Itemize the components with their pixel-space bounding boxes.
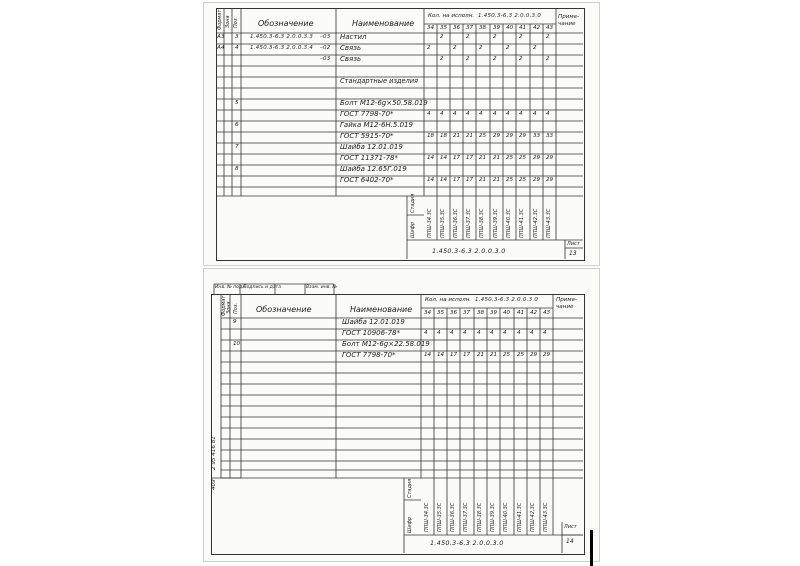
row-name: Болт М12-6g×22.58.019 xyxy=(342,340,430,348)
column-header: 42 xyxy=(533,25,541,31)
sheet-13-header-kol: Кол. на исполн. xyxy=(428,13,475,19)
sheet-13-doc-number: 1.450.3-6.3 2.0.0.3.0 xyxy=(432,247,506,255)
row-name: Шайба 12.01.019 xyxy=(342,318,405,326)
row-position: 6 xyxy=(235,122,239,128)
shifr-code: ППШ-41.3С xyxy=(519,208,525,238)
row-qty: 2 xyxy=(453,45,457,51)
shifr-code: ППШ-37.3С xyxy=(466,208,472,238)
row-qty: 25 xyxy=(519,155,527,161)
sheet-14-stamp-inv: Инв. № подл. xyxy=(215,285,247,290)
row-qty: 25 xyxy=(519,177,527,183)
row-qty: 4 xyxy=(450,330,454,336)
row-qty: 4 xyxy=(466,111,470,117)
row-qty: 21 xyxy=(453,133,461,139)
column-header: 38 xyxy=(477,310,485,316)
row-qty: 14 xyxy=(440,177,448,183)
sheet-14-header-naimenovanie: Наименование xyxy=(350,305,413,314)
row-oboznachenie: 1.450.3-6.3 2.0.0.3.4 xyxy=(250,45,314,51)
shifr-code: ППШ-34.3С xyxy=(427,208,433,238)
row-name: ГОСТ 11371-78* xyxy=(340,154,398,162)
sheet-13-header-format: Формат xyxy=(217,9,223,30)
row-qty: 4 xyxy=(530,330,534,336)
row-qty: 4 xyxy=(479,111,483,117)
row-qty: 4 xyxy=(533,111,537,117)
row-qty: 17 xyxy=(466,155,474,161)
row-position: 8 xyxy=(235,166,239,172)
sheet-13-header-prim: Приме-чание xyxy=(558,14,580,28)
row-qty: 4 xyxy=(424,330,428,336)
row-qty: 14 xyxy=(427,177,435,183)
row-name: Связь xyxy=(340,55,362,63)
row-qty: 17 xyxy=(450,352,458,358)
shifr-code: ППШ-39.3С xyxy=(490,502,496,532)
row-name: Стандартные изделия xyxy=(340,77,418,85)
column-header: 37 xyxy=(466,25,474,31)
shifr-code: ППШ-42.3С xyxy=(533,208,539,238)
sheet-13-header-kol-ref: 1.450.3-6.3 2.0.0.3.0 xyxy=(478,13,542,19)
scan-edge-right xyxy=(590,530,593,566)
row-qty: 4 xyxy=(517,330,521,336)
row-qty: 4 xyxy=(519,111,523,117)
sheet-14-header-oboznachenie: Обозначение xyxy=(256,305,312,314)
column-header: 43 xyxy=(543,310,551,316)
shifr-code: ППШ-43.3С xyxy=(543,502,549,532)
row-qty: 17 xyxy=(466,177,474,183)
sheet-13-list-number: 13 xyxy=(569,250,577,257)
row-qty: 2 xyxy=(479,45,483,51)
row-position: 5 xyxy=(235,100,239,106)
shifr-code: ППШ-40.3С xyxy=(503,502,509,532)
sheet-13-header-oboznachenie: Обозначение xyxy=(258,19,314,28)
shifr-code: ППШ-34.3С xyxy=(424,502,430,532)
row-qty: 18 xyxy=(427,133,435,139)
row-name: ГОСТ 7798-70* xyxy=(340,110,394,118)
shifr-code: ППШ-35.3С xyxy=(440,208,446,238)
row-name: Настил xyxy=(340,33,367,41)
row-qty: 4 xyxy=(437,330,441,336)
row-qty: 25 xyxy=(506,155,514,161)
row-qty: 2 xyxy=(506,45,510,51)
row-qty: 21 xyxy=(479,155,487,161)
shifr-code: ППШ-38.3С xyxy=(479,208,485,238)
row-qty: 29 xyxy=(546,177,554,183)
row-name: Болт М12-6g×50.58.019 xyxy=(340,99,428,107)
sheet-14-list-number: 14 xyxy=(566,538,574,545)
sheet-14-header-zone: Зона xyxy=(226,301,232,314)
row-qty: 2 xyxy=(440,34,444,40)
row-qty: 29 xyxy=(519,133,527,139)
row-qty: 2 xyxy=(493,34,497,40)
row-qty: 25 xyxy=(479,133,487,139)
row-qty: 2 xyxy=(533,45,537,51)
row-name: Шайба 12.65Г.019 xyxy=(340,165,407,173)
sheet-14-stamp-vzam: Взам. инв. № xyxy=(306,285,338,290)
sheet-14-stamp-podpis: Подпись и дата xyxy=(243,285,282,290)
row-qty: 4 xyxy=(506,111,510,117)
shifr-code: ППШ-43.3С xyxy=(546,208,552,238)
row-qty: 29 xyxy=(543,352,551,358)
row-qty: 4 xyxy=(477,330,481,336)
row-qty: 21 xyxy=(477,352,485,358)
sheet-14-list-label: Лист xyxy=(564,524,577,530)
shifr-code: ППШ-37.3С xyxy=(463,502,469,532)
row-qty: 4 xyxy=(490,330,494,336)
row-qty: 29 xyxy=(546,155,554,161)
column-header: 36 xyxy=(450,310,458,316)
row-position: 9 xyxy=(233,319,237,325)
row-qty: 21 xyxy=(493,177,501,183)
shifr-code: ППШ-36.3С xyxy=(453,208,459,238)
row-qty: 14 xyxy=(437,352,445,358)
row-format: А4 xyxy=(217,45,225,51)
row-qty: 2 xyxy=(493,56,497,62)
row-position: 7 xyxy=(235,144,239,150)
sheet-13-shifr-label: Шифр xyxy=(410,221,416,238)
column-header: 40 xyxy=(503,310,511,316)
row-qty: 4 xyxy=(546,111,550,117)
column-header: 38 xyxy=(479,25,487,31)
row-position: 10 xyxy=(233,341,241,347)
shifr-code: ППШ-42.3С xyxy=(530,502,536,532)
sheet-13-header-pos: Поз. xyxy=(233,16,239,28)
sheet-14-header-kol-ref: 1.450.3-6.3 2.0.0.3.0 xyxy=(475,297,539,303)
sheet-14-header-prim: Приме-чание xyxy=(556,297,578,311)
column-header: 41 xyxy=(519,25,527,31)
row-qty: 17 xyxy=(453,177,461,183)
row-code: –03 xyxy=(320,34,331,40)
row-qty: 25 xyxy=(503,352,511,358)
column-header: 43 xyxy=(546,25,554,31)
column-header: 42 xyxy=(530,310,538,316)
sheet-14-doc-number: 1.450.3-6.3 2.0.0.3.0 xyxy=(430,539,504,547)
row-qty: 21 xyxy=(493,155,501,161)
row-qty: 14 xyxy=(440,155,448,161)
row-qty: 4 xyxy=(503,330,507,336)
column-header: 40 xyxy=(506,25,514,31)
row-qty: 4 xyxy=(493,111,497,117)
row-qty: 2 xyxy=(427,45,431,51)
sheet-13-stadia-label: Стадия xyxy=(410,193,416,213)
row-name: ГОСТ 10906-78* xyxy=(342,329,400,337)
sheet-13-header-naimenovanie: Наименование xyxy=(352,19,415,28)
row-qty: 4 xyxy=(453,111,457,117)
column-header: 39 xyxy=(493,25,501,31)
column-header: 39 xyxy=(490,310,498,316)
shifr-code: ППШ-40.3С xyxy=(506,208,512,238)
row-code: –02 xyxy=(320,45,331,51)
row-qty: 2 xyxy=(546,34,550,40)
row-oboznachenie: 1.450.3-6.3 2.0.0.3.3 xyxy=(250,34,314,40)
row-qty: 29 xyxy=(533,155,541,161)
column-header: 34 xyxy=(427,25,435,31)
sheet-14-header-format: Формат xyxy=(221,295,227,316)
column-header: 35 xyxy=(437,310,445,316)
row-name: Связь xyxy=(340,44,362,52)
row-name: ГОСТ 6402-70* xyxy=(340,176,394,184)
row-qty: 14 xyxy=(427,155,435,161)
row-qty: 2 xyxy=(440,56,444,62)
sheet-13-header-zone: Зона xyxy=(225,15,231,28)
row-qty: 21 xyxy=(466,133,474,139)
sheet-14-stadia-label: Стадия xyxy=(407,478,413,498)
row-qty: 33 xyxy=(546,133,554,139)
row-qty: 21 xyxy=(479,177,487,183)
row-format: А3 xyxy=(217,34,225,40)
column-header: 36 xyxy=(453,25,461,31)
row-qty: 18 xyxy=(440,133,448,139)
shifr-code: ППШ-38.3С xyxy=(477,502,483,532)
sheet-14-header-pos: Поз. xyxy=(233,302,239,314)
sheet-13-list-label: Лист xyxy=(567,241,580,247)
row-qty: 4 xyxy=(463,330,467,336)
shifr-code: ППШ-35.3С xyxy=(437,502,443,532)
row-qty: 17 xyxy=(463,352,471,358)
row-qty: 29 xyxy=(506,133,514,139)
shifr-code: ППШ-36.3С xyxy=(450,502,456,532)
sheet-14-side-code: 2 95 416 81 xyxy=(211,436,217,470)
row-name: ГОСТ 7798-70* xyxy=(342,351,396,359)
row-qty: 4 xyxy=(543,330,547,336)
row-qty: 14 xyxy=(424,352,432,358)
row-qty: 2 xyxy=(466,56,470,62)
row-qty: 29 xyxy=(530,352,538,358)
row-name: ГОСТ 5915-70* xyxy=(340,132,394,140)
row-qty: 4 xyxy=(440,111,444,117)
column-header: 41 xyxy=(517,310,525,316)
row-qty: 33 xyxy=(533,133,541,139)
sheet-14-side-num: 409 xyxy=(211,479,217,490)
row-qty: 2 xyxy=(466,34,470,40)
shifr-code: ППШ-39.3С xyxy=(493,208,499,238)
row-qty: 29 xyxy=(533,177,541,183)
row-name: Гайка М12-6Н.5.019 xyxy=(340,121,413,129)
row-qty: 2 xyxy=(519,56,523,62)
row-name: Шайба 12.01.019 xyxy=(340,143,403,151)
sheet-14-header-kol: Кол. на исполн. xyxy=(425,297,472,303)
row-qty: 21 xyxy=(490,352,498,358)
row-position: 3 xyxy=(235,34,239,40)
sheet-14-shifr-label: Шифр xyxy=(407,516,413,533)
column-header: 34 xyxy=(424,310,432,316)
row-qty: 25 xyxy=(506,177,514,183)
row-qty: 2 xyxy=(519,34,523,40)
row-qty: 29 xyxy=(493,133,501,139)
row-code: –03 xyxy=(320,56,331,62)
row-position: 4 xyxy=(235,45,239,51)
column-header: 35 xyxy=(440,25,448,31)
row-qty: 4 xyxy=(427,111,431,117)
row-qty: 17 xyxy=(453,155,461,161)
row-qty: 2 xyxy=(546,56,550,62)
shifr-code: ППШ-41.3С xyxy=(517,502,523,532)
row-qty: 25 xyxy=(517,352,525,358)
column-header: 37 xyxy=(463,310,471,316)
